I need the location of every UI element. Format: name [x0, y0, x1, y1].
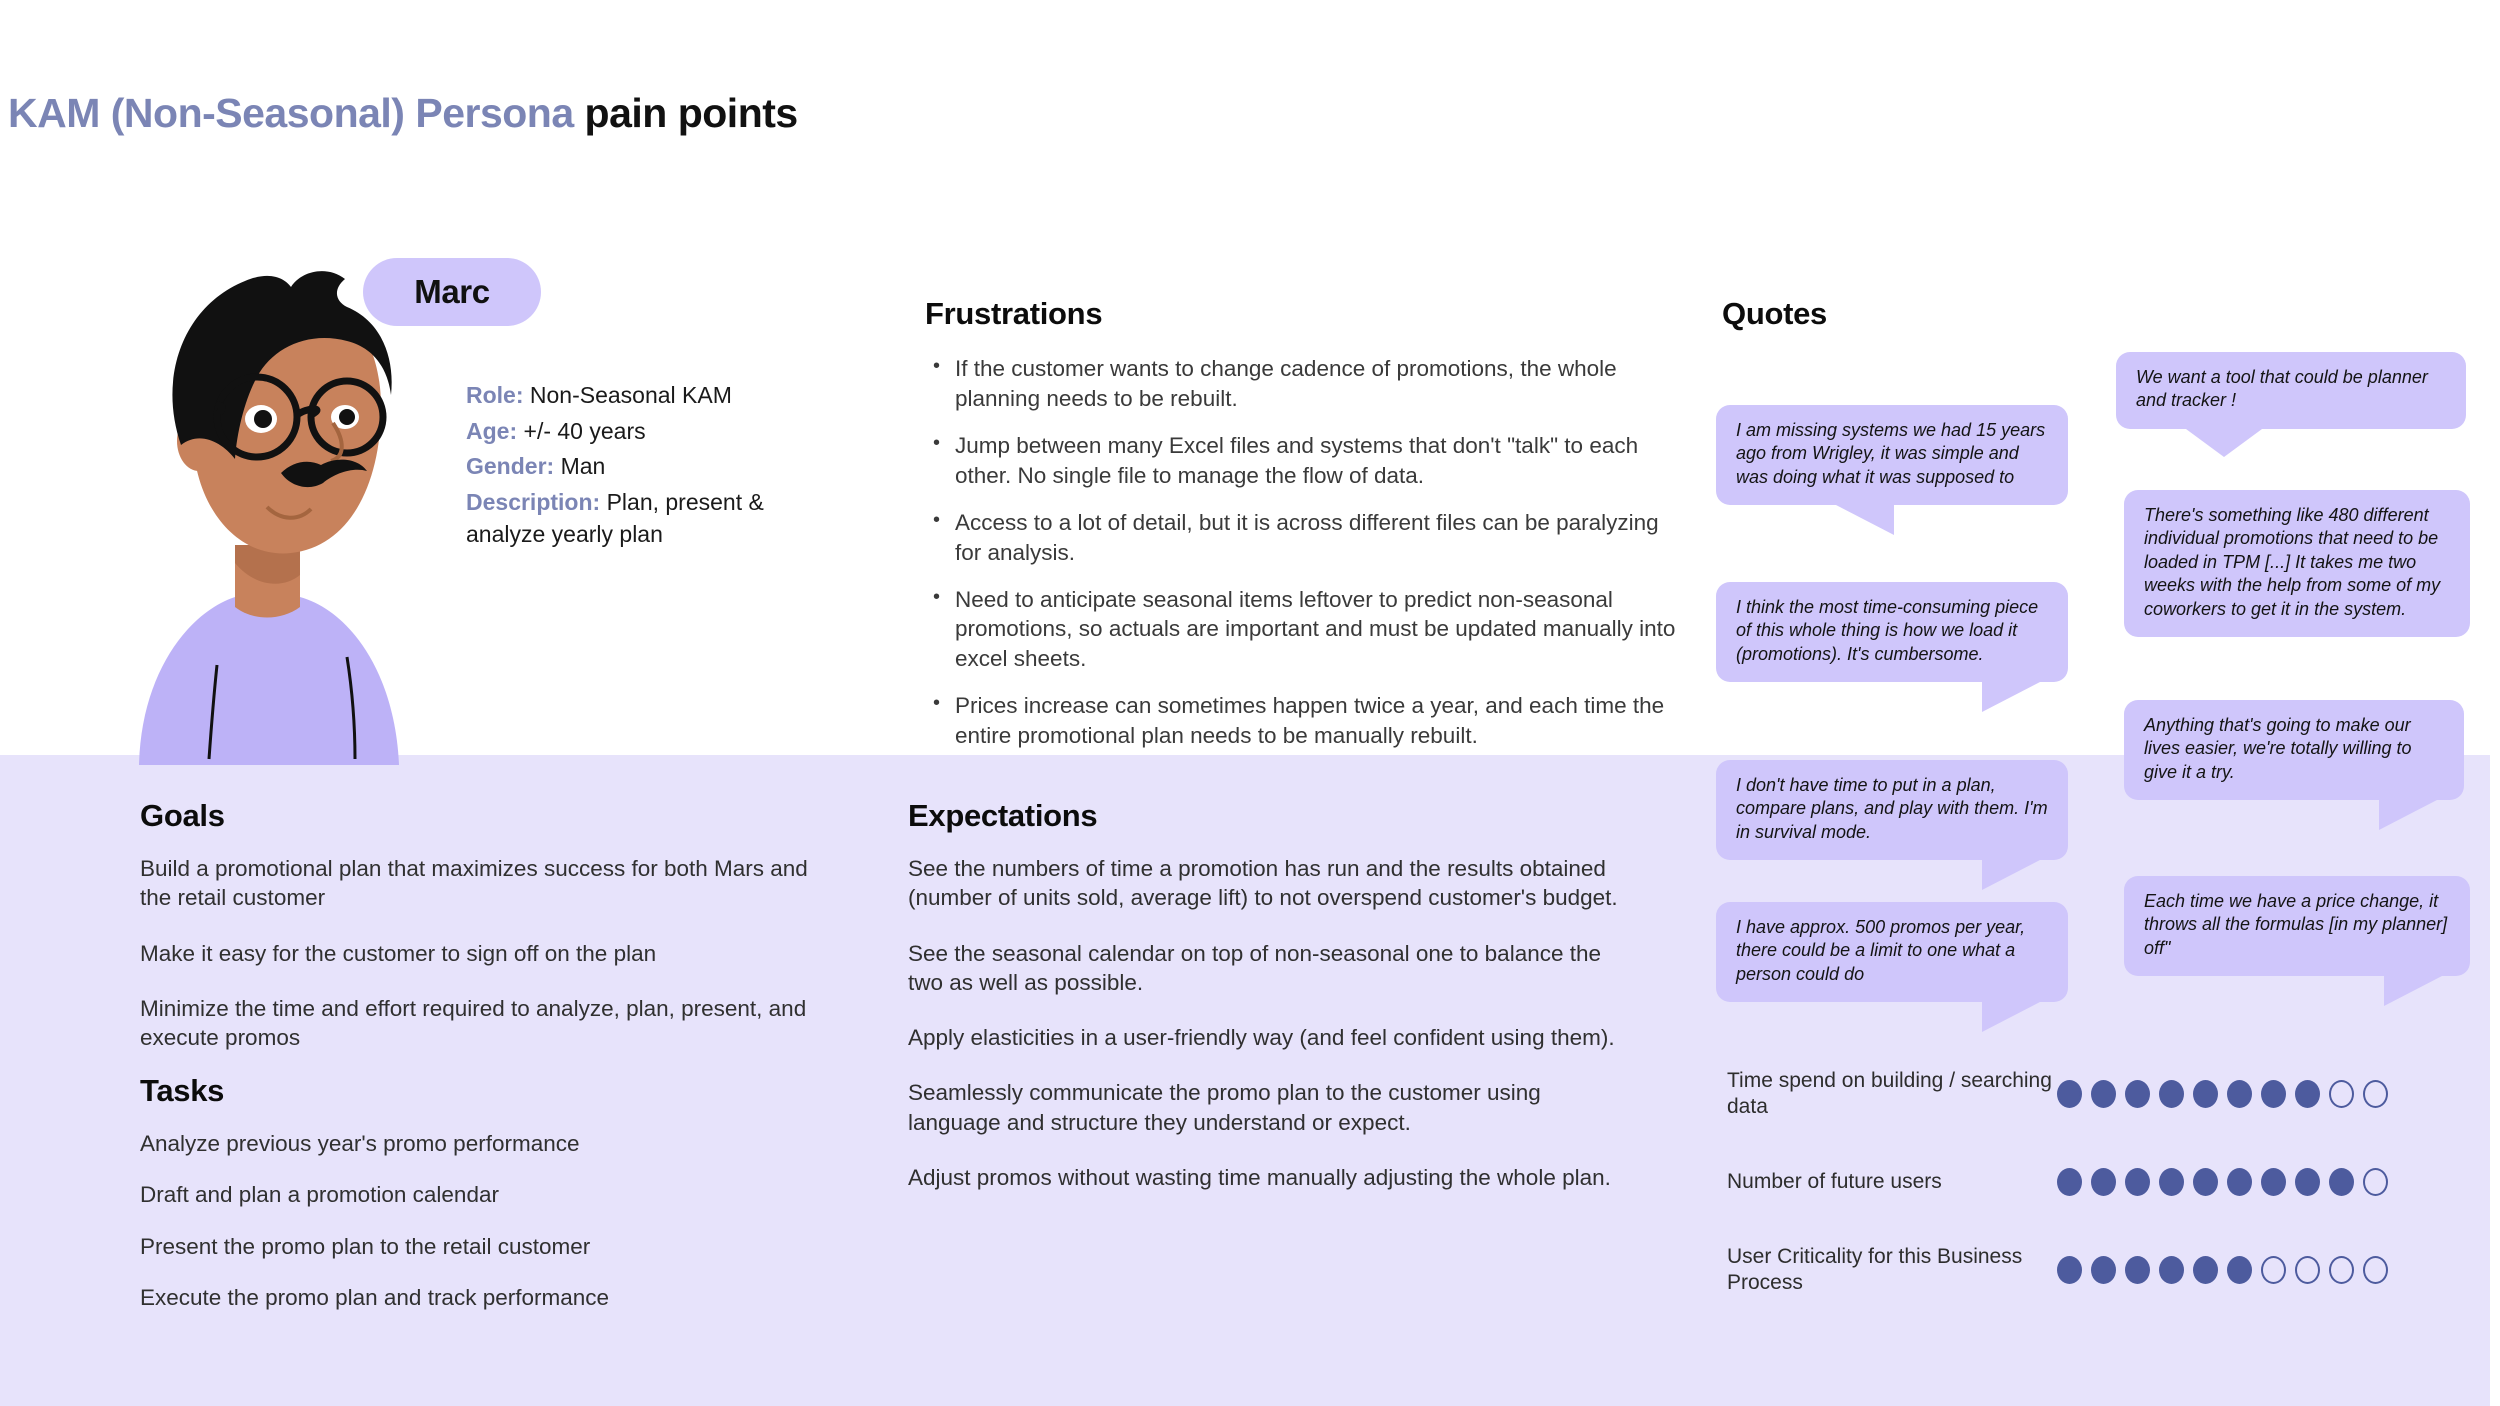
expectation-item: Seamlessly communicate the promo plan to the customer using language and structure they understand or expect. — [908, 1080, 1541, 1135]
rating-dot-filled — [2227, 1168, 2252, 1196]
task-item: Draft and plan a promotion calendar — [140, 1182, 499, 1208]
metric-rating-dots — [2057, 1256, 2388, 1284]
task-item: Analyze previous year's promo performance — [140, 1131, 580, 1156]
quote-text: We want a tool that could be planner and tracker ! — [2136, 367, 2428, 411]
rating-dot-filled — [2261, 1168, 2286, 1196]
metric-row — [1727, 1226, 2447, 1314]
metric-row — [1727, 1138, 2447, 1226]
rating-dot-empty — [2363, 1256, 2388, 1284]
rating-dot-filled — [2057, 1168, 2082, 1196]
frustrations-section — [925, 296, 1685, 768]
quote-text: I don't have time to put in a plan, compare plans, and play with them. I'm in survival mode. — [1736, 775, 2048, 842]
persona-attribute-label: Age: — [466, 417, 518, 444]
expectation-item: Adjust promos without wasting time manually adjusting the whole plan. — [908, 1164, 1611, 1190]
bubble-tail-icon — [2384, 976, 2442, 1006]
persona-attribute-value: Man — [554, 453, 606, 480]
frustration-item: • Jump between many Excel files and systems that don't "talk" to each other. No single file to manage the flow of data. — [925, 431, 1685, 491]
persona-attribute-value: Non-Seasonal KAM — [523, 382, 732, 408]
persona-attribute-value: +/- 40 years — [517, 417, 646, 444]
frustration-item: • Need to anticipate seasonal items leftover to predict non-seasonal promotions, so actuals are important and must be updated manually into excel sheets. — [925, 585, 1685, 675]
quote-text: I am missing systems we had 15 years ago from Wrigley, it was simple and was doing what it was supposed to — [1736, 420, 2046, 487]
persona-attribute-label: Gender: — [466, 453, 555, 480]
goals-section — [140, 798, 840, 1078]
rating-dot-filled — [2091, 1256, 2116, 1284]
frustrations-list — [925, 354, 1685, 751]
expectation-item: See the numbers of time a promotion has run and the results obtained (number of units sold, average lift) to not overspend customer's budget. — [908, 856, 1618, 911]
bubble-tail-icon — [2186, 429, 2262, 457]
expectation-item: See the seasonal calendar on top of non-seasonal one to balance the two as well as possible. — [908, 940, 1602, 995]
rating-dot-filled — [2159, 1256, 2184, 1284]
frustration-item: • Access to a lot of detail, but it is across different files can be paralyzing for analysis. — [925, 508, 1685, 568]
rating-dot-filled — [2057, 1080, 2082, 1108]
bubble-tail-icon — [1982, 860, 2040, 890]
rating-dot-empty — [2261, 1256, 2286, 1284]
quote-bubble — [2124, 490, 2470, 637]
frustration-item: • Prices increase can sometimes happen twice a year, and each time the entire promotional plan needs to be manually rebuilt. — [925, 691, 1685, 751]
goal-item: Make it easy for the customer to sign off on the plan — [140, 940, 657, 966]
expectation-item: Apply elasticities in a user-friendly way (and feel confident using them). — [908, 1025, 1615, 1050]
rating-dot-filled — [2193, 1256, 2218, 1284]
rating-dot-empty — [2363, 1080, 2388, 1108]
metric-rating-dots — [2057, 1168, 2388, 1196]
rating-dot-filled — [2125, 1256, 2150, 1284]
rating-dot-empty — [2329, 1080, 2354, 1108]
expectations-heading: Expectations — [908, 798, 1098, 833]
rating-dot-empty — [2363, 1168, 2388, 1196]
tasks-heading: Tasks — [140, 1073, 225, 1108]
frustrations-heading: Frustrations — [925, 296, 1103, 331]
metrics-section — [1727, 1050, 2447, 1314]
quote-bubble — [2116, 352, 2466, 429]
rating-dot-filled — [2261, 1080, 2286, 1108]
persona-name-pill — [363, 258, 541, 326]
quote-text: Anything that's going to make our lives easier, we're totally willing to give it a try. — [2144, 715, 2412, 782]
quote-text: I have approx. 500 promos per year, there could be a limit to one what a person could do — [1736, 917, 2026, 984]
frustration-item: • If the customer wants to change cadence of promotions, the whole planning needs to be rebuilt. — [925, 354, 1685, 414]
persona-attribute-row — [466, 487, 826, 550]
rating-dot-filled — [2227, 1080, 2252, 1108]
rating-dot-empty — [2295, 1256, 2320, 1284]
page-title-plain: pain points — [573, 90, 798, 136]
persona-attribute-row — [466, 380, 826, 412]
rating-dot-filled — [2125, 1080, 2150, 1108]
page-title — [8, 90, 798, 137]
rating-dot-filled — [2159, 1168, 2184, 1196]
metric-label: Number of future users — [1727, 1169, 1942, 1193]
persona-attribute-row — [466, 451, 826, 483]
rating-dot-filled — [2295, 1080, 2320, 1108]
bubble-tail-icon — [1982, 1002, 2040, 1032]
quote-bubble — [1716, 760, 2068, 860]
goals-heading: Goals — [140, 798, 225, 833]
quote-bubble — [1716, 582, 2068, 682]
rating-dot-filled — [2159, 1080, 2184, 1108]
task-item: Execute the promo plan and track performance — [140, 1284, 610, 1310]
rating-dot-filled — [2091, 1080, 2116, 1108]
rating-dot-filled — [2227, 1256, 2252, 1284]
quote-text: There's something like 480 different individual promotions that need to be loaded in TPM [...] It takes me two weeks with the help from some of my coworkers to get it in the system. — [2144, 505, 2441, 619]
rating-dot-empty — [2329, 1256, 2354, 1284]
persona-attribute-label: Role: — [466, 382, 524, 408]
quote-text: I think the most time-consuming piece of this whole thing is how we load it (promotions). It's cumbersome. — [1736, 597, 2039, 664]
metric-label: Time spend on building / searching data — [1727, 1068, 2052, 1118]
quote-bubble — [1716, 405, 2068, 505]
quotes-heading: Quotes — [1722, 296, 1827, 331]
quote-bubble — [2124, 700, 2464, 800]
tasks-section — [140, 1073, 840, 1334]
persona-name: Marc — [414, 273, 490, 310]
bubble-tail-icon — [1836, 505, 1894, 535]
rating-dot-filled — [2295, 1168, 2320, 1196]
metric-label: User Criticality for this Business Process — [1727, 1244, 2023, 1294]
quote-text: Each time we have a price change, it throws all the formulas [in my planner] off" — [2144, 891, 2448, 958]
goal-item: Build a promotional plan that maximizes success for both Mars and the retail customer — [140, 856, 808, 911]
persona-attributes — [466, 380, 826, 555]
rating-dot-filled — [2329, 1168, 2354, 1196]
persona-attribute-row — [466, 416, 826, 448]
page-title-accent: KAM (Non-Seasonal) Persona — [8, 90, 574, 136]
persona-attribute-label: Description: — [466, 489, 601, 516]
expectations-section — [908, 798, 1638, 1218]
rating-dot-filled — [2057, 1256, 2082, 1284]
rating-dot-filled — [2091, 1168, 2116, 1196]
task-item: Present the promo plan to the retail customer — [140, 1233, 591, 1259]
rating-dot-filled — [2193, 1080, 2218, 1108]
bubble-tail-icon — [2379, 800, 2437, 830]
metric-rating-dots — [2057, 1080, 2388, 1108]
bubble-tail-icon — [1982, 682, 2040, 712]
rating-dot-filled — [2193, 1168, 2218, 1196]
persona-attribute-value: Plan, present & analyze yearly plan — [466, 489, 764, 547]
goal-item: Minimize the time and effort required to analyze, plan, present, and execute promos — [140, 995, 807, 1050]
quote-bubble — [1716, 902, 2068, 1002]
metric-row — [1727, 1050, 2447, 1138]
rating-dot-filled — [2125, 1168, 2150, 1196]
quote-bubble — [2124, 876, 2470, 976]
